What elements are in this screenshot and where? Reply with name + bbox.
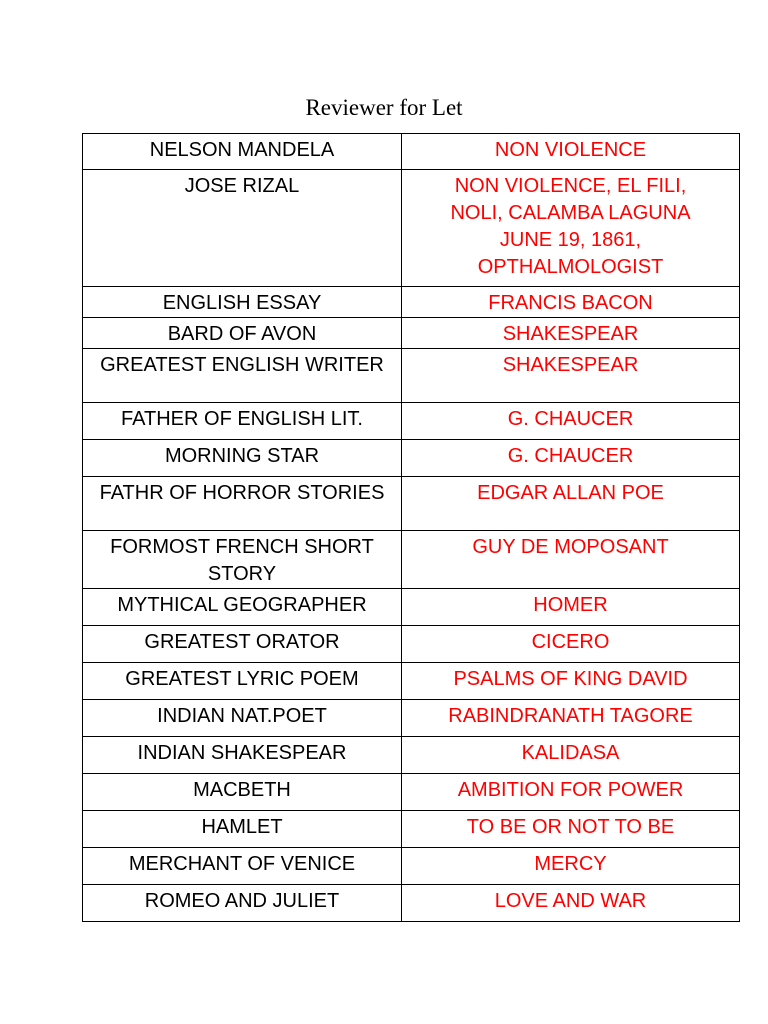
term-cell: GREATEST ORATOR [83,626,402,663]
table-row [83,477,740,531]
term-cell: JOSE RIZAL [83,170,402,287]
answer-line: GUY DE MOPOSANT [472,536,669,558]
answer-line: SHAKESPEAR [502,323,639,345]
table-row [83,318,740,349]
term-cell: MORNING STAR [83,440,402,477]
answer-line: KALIDASA [521,742,620,764]
table-row [83,811,740,848]
table-row [83,774,740,811]
answer-line: TO BE OR NOT TO BE [466,816,675,838]
table-row [83,349,740,403]
term-cell: ENGLISH ESSAY [83,287,402,318]
table-row [83,848,740,885]
answer-cell [402,440,740,477]
answer-cell [402,626,740,663]
answer-cell [402,811,740,848]
term-cell: NELSON MANDELA [83,134,402,170]
answer-line: HOMER [533,594,608,616]
answer-cell [402,170,740,287]
term-cell: FATHR OF HORROR STORIES [83,477,402,531]
reviewer-table [82,133,740,922]
answer-cell [402,700,740,737]
answer-cell [402,531,740,589]
table-row [83,589,740,626]
answer-line: LOVE AND WAR [494,890,647,912]
answer-line: G. CHAUCER [507,408,634,430]
answer-line: MERCY [534,853,607,875]
term-cell: INDIAN NAT.POET [83,700,402,737]
term-cell: FORMOST FRENCH SHORT STORY [83,531,402,589]
term-cell: HAMLET [83,811,402,848]
answer-line: AMBITION FOR POWER [457,779,684,801]
table-row [83,170,740,287]
term-cell: MYTHICAL GEOGRAPHER [83,589,402,626]
answer-cell [402,477,740,531]
answer-line: JUNE 19, 1861, [499,229,642,251]
answer-line: FRANCIS BACON [488,292,653,314]
table-row [83,663,740,700]
answer-cell [402,318,740,349]
term-cell: FATHER OF ENGLISH LIT. [83,403,402,440]
term-cell: ROMEO AND JULIET [83,885,402,922]
answer-line: RABINDRANATH TAGORE [448,705,693,727]
table-row [83,134,740,170]
table-row [83,700,740,737]
table-row [83,885,740,922]
answer-line: CICERO [531,631,610,653]
answer-line: SHAKESPEAR [502,354,639,376]
term-cell: GREATEST LYRIC POEM [83,663,402,700]
answer-cell [402,848,740,885]
answer-cell [402,349,740,403]
table-row [83,403,740,440]
answer-cell [402,134,740,170]
answer-line: OPTHALMOLOGIST [477,256,664,278]
term-cell: MERCHANT OF VENICE [83,848,402,885]
page-title: Reviewer for Let [305,95,463,120]
reviewer-table-body [83,134,740,922]
answer-line: PSALMS OF KING DAVID [453,668,688,690]
answer-line: G. CHAUCER [507,445,634,467]
answer-line: NON VIOLENCE [494,139,647,161]
answer-cell [402,663,740,700]
table-row [83,531,740,589]
term-cell: MACBETH [83,774,402,811]
table-row [83,440,740,477]
table-row [83,626,740,663]
table-row [83,287,740,318]
term-cell: GREATEST ENGLISH WRITER [83,349,402,403]
answer-cell [402,774,740,811]
answer-line: NOLI, CALAMBA LAGUNA [450,202,691,224]
answer-line: NON VIOLENCE, EL FILI, [454,175,687,197]
answer-cell [402,737,740,774]
term-cell: INDIAN SHAKESPEAR [83,737,402,774]
answer-cell [402,885,740,922]
answer-cell [402,287,740,318]
answer-cell [402,403,740,440]
answer-cell [402,589,740,626]
term-cell: BARD OF AVON [83,318,402,349]
table-row [83,737,740,774]
answer-line: EDGAR ALLAN POE [477,482,664,504]
